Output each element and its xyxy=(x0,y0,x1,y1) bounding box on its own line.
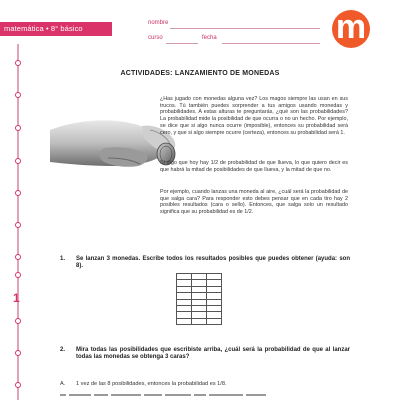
page-number: 1 xyxy=(13,291,20,305)
answer-grid xyxy=(176,273,222,325)
rail-dot xyxy=(15,272,21,278)
question-2 xyxy=(60,347,352,365)
rail-dot xyxy=(15,382,21,388)
question-number: 2. xyxy=(60,347,66,353)
truncated-text-line xyxy=(60,394,320,400)
subject-banner: matemática • 8° básico xyxy=(0,22,112,36)
name-label: nombre xyxy=(148,20,169,26)
course-line[interactable] xyxy=(166,43,198,44)
rail-dot xyxy=(15,318,21,324)
rail-dot xyxy=(15,190,21,196)
logo-letter: m xyxy=(335,8,367,46)
coin-paragraph: Por ejemplo, cuando lanzas una moneda al aire, ¿cuál será la probabilidad de que salga cara? Para responder esto debes pensar que en cada tiro hay 2 posibles resultados (cara o sello). Entonces, que salga solo un resultado significa que su probabilidad es de 1/2. xyxy=(160,189,348,216)
publisher-logo-icon xyxy=(332,10,370,48)
rail-dot xyxy=(15,158,21,164)
rail-dot xyxy=(15,254,21,260)
rail-dot xyxy=(15,350,21,356)
name-line[interactable] xyxy=(170,28,320,29)
option-text: 1 vez de las 8 posibilidades, entonces la probabilidad es 1/8. xyxy=(76,381,227,387)
grid-cell[interactable] xyxy=(177,318,192,324)
question-1 xyxy=(60,256,352,274)
rail-dot xyxy=(15,222,21,228)
example-paragraph: Si digo que hoy hay 1/2 de probabilidad de que llueva, lo que quiero decir es que habrá la mitad de posibilidades de que llueva, y la mitad de que no. xyxy=(160,160,348,173)
date-line[interactable] xyxy=(222,43,320,44)
date-label: fecha xyxy=(202,35,217,41)
intro-paragraph: ¿Has jugado con monedas alguna vez? Los magos siempre las usan en sus trucos. Tú también puedes sorprender a tus amigos usando monedas y probabilidades. A estas alturas te preguntarás, ¿qué son las probabilidades? La probabilidad mide la posibilidad de que ocurra o no un hecho. Por ejemplo, se dice que si algo nunca ocurre (imposible), entonces su probabilidad será cero, y que si algo siempre ocurre (certeza), entonces su probabilidad será 1. xyxy=(160,96,348,136)
question-text: Se lanzan 3 monedas. Escribe todos los resultados posibles que puedes obtener (ayuda: son 8). xyxy=(76,256,350,270)
rail-dot xyxy=(15,125,21,131)
question-number: 1. xyxy=(60,256,66,262)
rail-dot xyxy=(15,60,21,66)
grid-cell[interactable] xyxy=(192,318,207,324)
grid-cell[interactable] xyxy=(207,318,222,324)
worksheet-header xyxy=(0,0,400,44)
question-text: Mira todas las posibilidades que escribiste arriba, ¿cuál será la probabilidad de que al lanzar todas las monedas se obtenga 3 caras? xyxy=(76,347,350,361)
rail-dot xyxy=(15,92,21,98)
page-title: ACTIVIDADES: LANZAMIENTO DE MONEDAS xyxy=(120,70,280,77)
option-letter: A. xyxy=(60,381,66,387)
course-label: curso xyxy=(148,35,163,41)
